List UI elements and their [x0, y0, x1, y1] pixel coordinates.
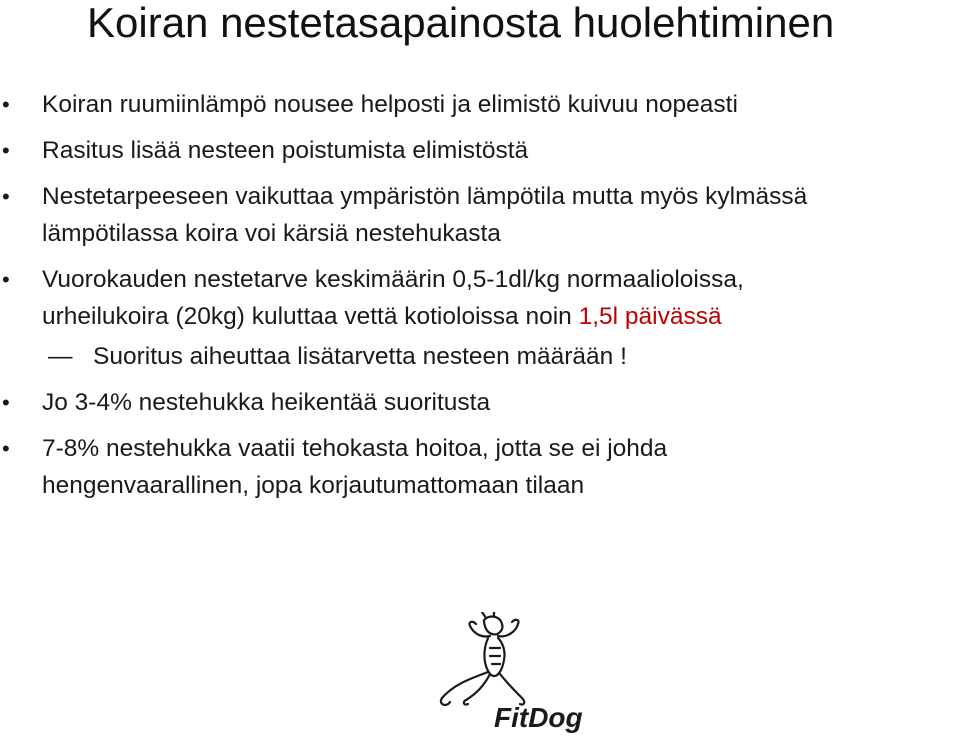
- sub-bullet-text: Suoritus aiheuttaa lisätarvetta nesteen määrään !: [93, 343, 627, 370]
- bullet-text: lämpötilassa koira voi kärsiä nestehukasta: [42, 220, 501, 247]
- bullet-text: Vuorokauden nestetarve keskimäärin 0,5-1dl/kg normaalioloissa,: [42, 266, 744, 293]
- slide-title: Koiran nestetasapainosta huolehtiminen: [87, 0, 835, 46]
- bullet-text-plain: urheilukoira (20kg) kuluttaa vettä kotioloissa noin: [42, 303, 579, 330]
- bullet-item: [0, 430, 960, 504]
- fitdog-logo: [432, 612, 602, 742]
- bullet-marker: •: [2, 267, 10, 292]
- bullet-item: [0, 384, 960, 421]
- bullet-item: [0, 178, 960, 252]
- bullet-text: Jo 3-4% nestehukka heikentää suoritusta: [42, 389, 491, 416]
- bullet-marker: •: [2, 184, 10, 209]
- bullet-text: Rasitus lisää nesteen poistumista elimistöstä: [42, 137, 529, 164]
- bullet-text: hengenvaarallinen, jopa korjautumattomaan tilaan: [42, 472, 585, 499]
- dash-marker: —: [48, 343, 73, 370]
- bullet-marker: •: [2, 92, 10, 117]
- bullet-text: Koiran ruumiinlämpö nousee helposti ja elimistö kuivuu nopeasti: [42, 91, 738, 118]
- muscle-dog-icon: [441, 612, 524, 705]
- bullet-item: [0, 86, 960, 123]
- bullet-list: [0, 86, 960, 513]
- highlight-text: 1,5l päivässä: [578, 303, 722, 330]
- logo-text: FitDog: [494, 702, 583, 733]
- sub-bullet-item: [0, 338, 960, 375]
- bullet-item: [0, 261, 960, 335]
- bullet-text: [42, 298, 960, 335]
- bullet-item: [0, 132, 960, 169]
- bullet-marker: •: [2, 436, 10, 461]
- bullet-marker: •: [2, 138, 10, 163]
- bullet-marker: •: [2, 390, 10, 415]
- bullet-text: Nestetarpeeseen vaikuttaa ympäristön lämpötila mutta myös kylmässä: [42, 183, 808, 210]
- bullet-text: 7-8% nestehukka vaatii tehokasta hoitoa, jotta se ei johda: [42, 435, 668, 462]
